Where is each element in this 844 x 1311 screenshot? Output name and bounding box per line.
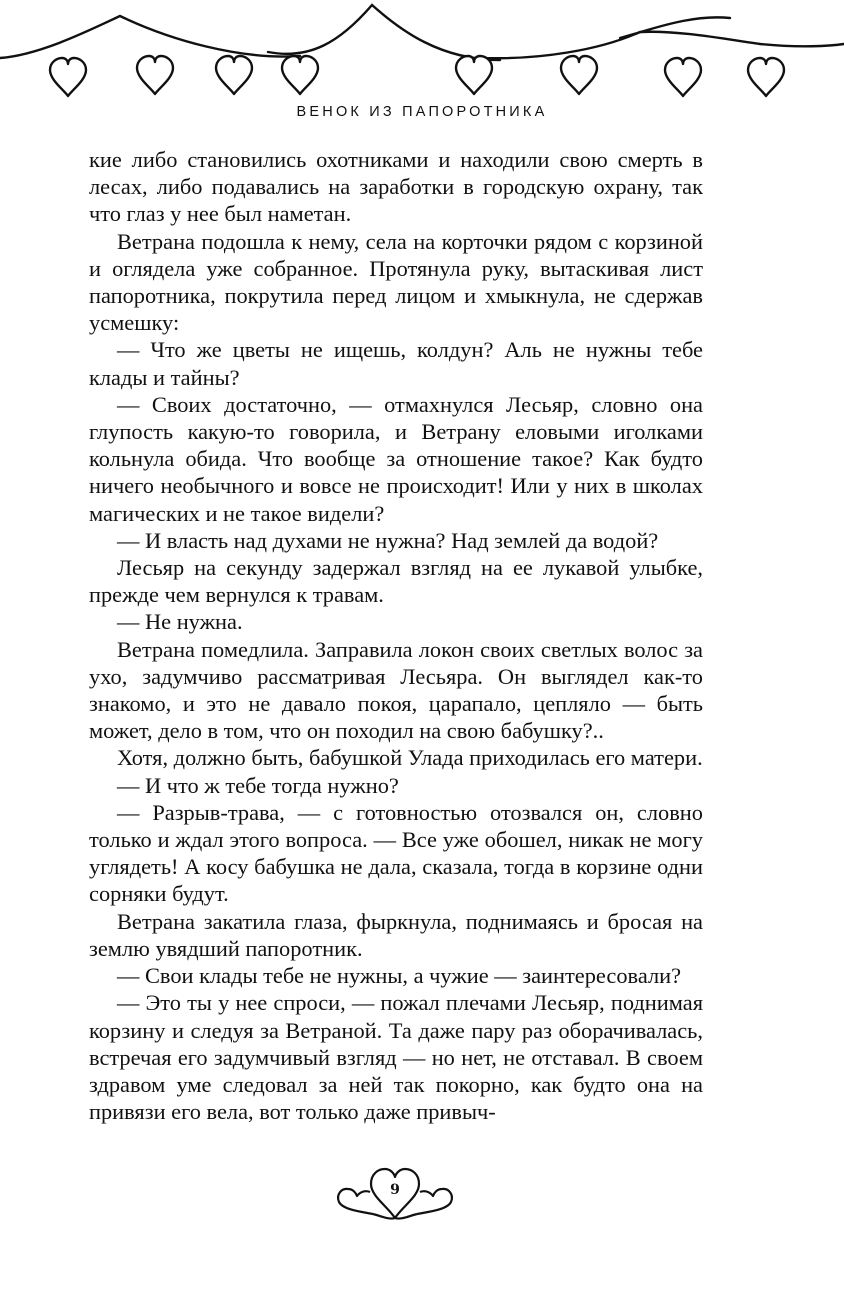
heart-icon — [748, 58, 784, 96]
paragraph: Лесьяр на секунду задержал взгляд на ее лукавой улыбке, прежде чем вернулся к травам. — [89, 555, 703, 608]
page-folio — [333, 1160, 457, 1226]
paragraph: — Разрыв-трава, — с готовностью отозвался он, словно только и ждал этого вопроса. — Все уже обошел, никак не могу углядеть! А косу бабушка не дала, сказала, тогда в корзине одни сорняки будут. — [89, 799, 703, 907]
paragraph: — Это ты у нее спроси, — пожал плечами Лесьяр, поднимая корзину и следуя за Ветраной. Та даже пару раз оборачивалась, встречая его задумчивый взгляд — но нет, не отставал. В своем здравом уме следовал за ней так покорно, как будто она на привязи его вела, вот только даже привыч- — [89, 990, 703, 1125]
heart-icon — [137, 56, 173, 94]
paragraph: кие либо становились охотниками и находили свою смерть в лесах, либо подавались на заработки в городскую охрану, так что глаз у нее был наметан. — [89, 147, 703, 227]
paragraph: Ветрана помедлила. Заправила локон своих светлых волос за ухо, задумчиво рассматривая Лесьяра. Он выглядел как-то знакомо, и это не давало покоя, царапало, цепляло — быть может, дело в том, что он походил на свою бабушку?.. — [89, 636, 703, 744]
heart-icon — [216, 56, 252, 94]
paragraph: Ветрана закатила глаза, фыркнула, поднимаясь и бросая на землю увядший папоротник. — [89, 908, 703, 961]
paragraph: — Что же цветы не ищешь, колдун? Аль не нужны тебе клады и тайны? — [89, 337, 703, 390]
body-text — [89, 146, 703, 1125]
paragraph: — И власть над духами не нужна? Над землей да водой? — [117, 527, 659, 553]
paragraph: Ветрана подошла к нему, села на корточки рядом с корзиной и оглядела уже собранное. Протянула руку, вытаскивая лист папоротника, покрутила перед лицом и хмыкнула, не сдержав усмешку: — [89, 228, 703, 336]
heart-icon — [50, 58, 86, 96]
paragraph: — И что ж тебе тогда нужно? — [117, 772, 399, 798]
paragraph: — Свои клады тебе не нужны, а чужие — заинтересовали? — [117, 963, 682, 989]
paragraph: — Своих достаточно, — отмахнулся Лесьяр, словно она глупость какую-то говорила, и Ветрану еловыми иголками кольнула обида. Что вообще за отношение такое? Как будто ничего необычного и вовсе не происходит! Или у них в школах магических и не такое видели? — [89, 391, 703, 526]
page-number: 9 — [390, 1182, 400, 1198]
running-head: ВЕНОК ИЗ ПАПОРОТНИКА — [296, 104, 548, 120]
heart-icon — [665, 58, 701, 96]
paragraph: — Не нужна. — [117, 609, 243, 635]
heart-garland-decoration — [0, 0, 844, 100]
heart-icon — [456, 56, 492, 94]
paragraph: Хотя, должно быть, бабушкой Улада приходилась его матери. — [117, 745, 703, 771]
heart-icon — [282, 56, 318, 94]
garland-hearts — [50, 56, 784, 96]
heart-icon — [561, 56, 597, 94]
